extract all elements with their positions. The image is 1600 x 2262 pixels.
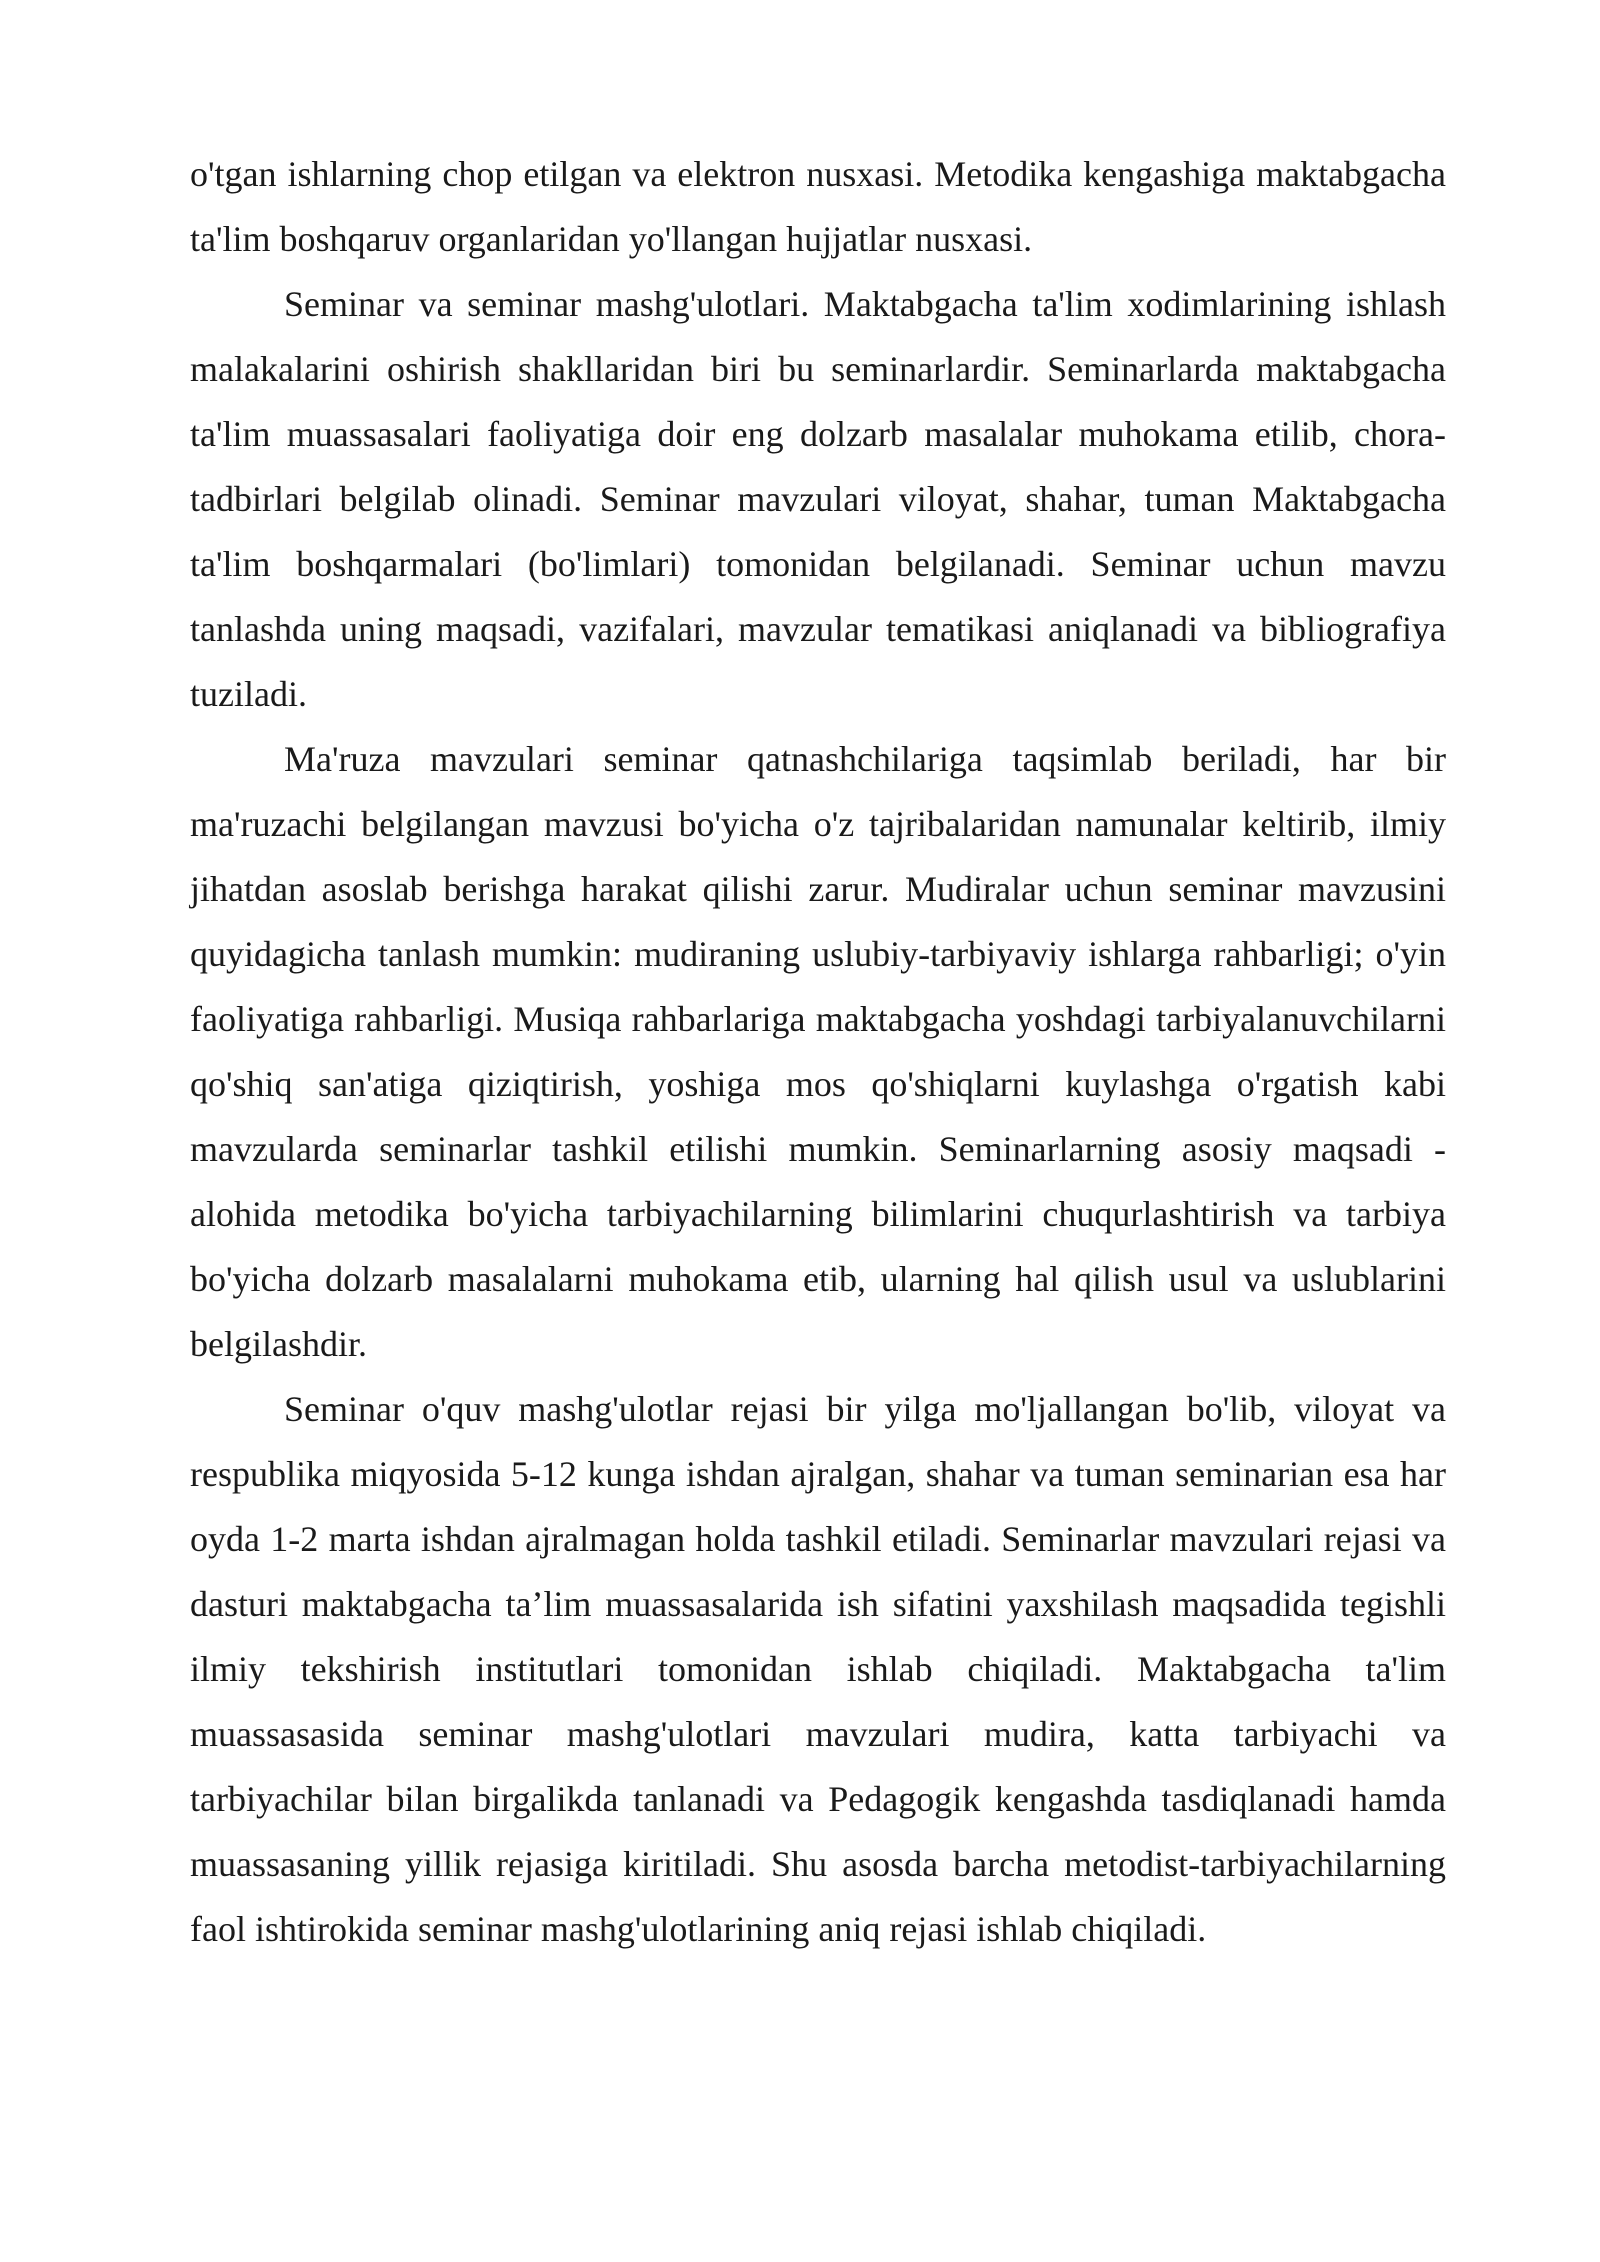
- paragraph-lecture-topics: Ma'ruza mavzulari seminar qatnashchilariga taqsimlab beriladi, har bir ma'ruzachi belgilangan mavzusi bo'yicha o'z tajribalaridan namunalar keltirib, ilmiy jihatdan asoslab berishga harakat qilishi zarur. Mudiralar uchun seminar mavzusini quyidagicha tanlash mumkin: mudiraning uslubiy-tarbiyaviy ishlarga rahbarligi; o'yin faoliyatiga rahbarligi. Musiqa rahbarlariga maktabgacha yoshdagi tarbiyalanuvchilarni qo'shiq san'atiga qiziqtirish, yoshiga mos qo'shiqlarni kuylashga o'rgatish kabi mavzularda seminarlar tashkil etilishi mumkin. Seminarlarning asosiy maqsadi - alohida metodika bo'yicha tarbiyachilarning bilimlarini chuqurlashtirish va tarbiya bo'yicha dolzarb masalalarni muhokama etib, ularning hal qilish usul va uslublarini belgilashdir.: [190, 739, 1446, 1364]
- paragraph-seminar-plan: Seminar o'quv mashg'ulotlar rejasi bir yilga mo'ljallangan bo'lib, viloyat va respublika miqyosida 5-12 kunga ishdan ajralgan, shahar va tuman seminarian esa har oyda 1-2 marta ishdan ajralmagan holda tashkil etiladi. Seminarlar mavzulari rejasi va dasturi maktabgacha ta’lim muassasalarida ish sifatini yaxshilash maqsadida tegishli ilmiy tekshirish institutlari tomonidan ishlab chiqiladi. Maktabgacha ta'lim muassasasida seminar mashg'ulotlari mavzulari mudira, katta tarbiyachi va tarbiyachilar bilan birgalikda tanlanadi va Pedagogik kengashda tasdiqlanadi hamda muassasaning yillik rejasiga kiritiladi. Shu asosda barcha metodist-tarbiyachilarning faol ishtirokida seminar mashg'ulotlarining aniq rejasi ishlab chiqiladi.: [190, 1389, 1446, 1949]
- document-body: [190, 142, 1446, 1962]
- paragraph-continuation: o'tgan ishlarning chop etilgan va elektron nusxasi. Metodika kengashiga maktabgacha ta'lim boshqaruv organlaridan yo'llangan hujjatlar nusxasi.: [190, 154, 1446, 259]
- paragraph-seminar-intro: Seminar va seminar mashg'ulotlari. Maktabgacha ta'lim xodimlarining ishlash malakalarini oshirish shakllaridan biri bu seminarlardir. Seminarlarda maktabgacha ta'lim muassasalari faoliyatiga doir eng dolzarb masalalar muhokama etilib, chora-tadbirlari belgilab olinadi. Seminar mavzulari viloyat, shahar, tuman Maktabgacha ta'lim boshqarmalari (bo'limlari) tomonidan belgilanadi. Seminar uchun mavzu tanlashda uning maqsadi, vazifalari, mavzular tematikasi aniqlanadi va bibliografiya tuziladi.: [190, 284, 1446, 714]
